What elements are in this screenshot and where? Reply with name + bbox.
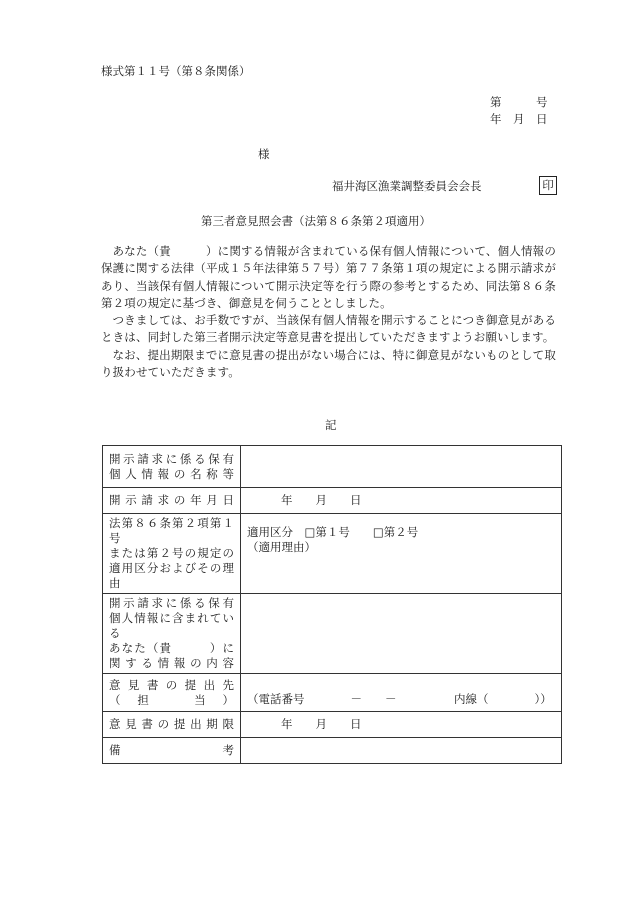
label-line: 適用区分およびその理由	[109, 561, 234, 590]
table-row	[103, 594, 562, 674]
label-line: 個人情報の名称等	[109, 466, 234, 481]
label-line: または第２号の規定の	[109, 546, 234, 560]
table-row	[103, 446, 562, 488]
label-request-date: 開示請求の年月日	[103, 488, 241, 514]
request-date-text: 年 月 日	[281, 493, 362, 507]
body-paragraph-3: なお、提出期限までに意見書の提出がない場合には、特に御意見がないものとして取り扱わせていただきます。	[101, 347, 556, 380]
table-row	[103, 738, 562, 764]
label-line: 開示請求に係る保有	[109, 451, 234, 466]
label-remarks: 備 考	[103, 738, 241, 764]
label-applicable-category	[103, 514, 241, 594]
label-line: 個人情報に含まれている	[109, 611, 234, 640]
value-info-content	[241, 594, 562, 674]
table-row	[103, 514, 562, 594]
label-line: 意見書の提出先	[109, 677, 234, 692]
category-options: 適用区分 □第１号 □第２号	[247, 525, 419, 539]
info-table	[102, 445, 562, 764]
table-row	[103, 712, 562, 738]
document-title: 第三者意見照会書（法第８６条第２項適用）	[201, 214, 431, 228]
document-date-line: 年 月 日	[490, 112, 548, 126]
phone-extension-text: （電話番号 － － 内線（ ））	[247, 692, 552, 706]
body-paragraph-1: あなた（貴 ）に関する情報が含まれている保有個人情報について、個人情報の保護に関する法律（平成１５年法律第５７号）第７７条第１項の規定による開示請求があり、当該保有個人情報について開示決定等を行う際の参考とするため、同法第８６条第２項の規定に基づき、御意見を伺うこととしました。	[101, 244, 556, 310]
label-info-content	[103, 594, 241, 674]
label-line: （ 担 当 ）	[109, 692, 234, 707]
value-remarks	[241, 738, 562, 764]
label-requested-info	[103, 446, 241, 488]
label-line: 関する情報の内容	[109, 656, 234, 670]
label-submission-deadline: 意見書の提出期限	[103, 712, 241, 738]
seal-stamp-box: 印	[539, 176, 557, 195]
body-text	[101, 243, 556, 381]
ki-heading: 記	[325, 418, 337, 432]
label-line: あなた（貴 ）に	[109, 641, 234, 655]
value-requested-info	[241, 446, 562, 488]
value-applicable-category	[241, 514, 562, 594]
sender-name: 福井海区漁業調整委員会会長	[332, 179, 482, 193]
label-line: 法第８６条第２項第１号	[109, 516, 234, 545]
value-request-date	[241, 488, 562, 514]
label-submission-contact	[103, 674, 241, 712]
document-number-line: 第 号	[490, 95, 548, 109]
value-submission-deadline	[241, 712, 562, 738]
table-row	[103, 488, 562, 514]
table-row	[103, 674, 562, 712]
value-submission-contact	[241, 674, 562, 712]
label-line: 開示請求に係る保有	[109, 596, 234, 610]
reason-label: （適用理由）	[247, 540, 316, 554]
form-number: 様式第１１号（第８条関係）	[101, 64, 251, 78]
body-paragraph-2: つきましては、お手数ですが、当該保有個人情報を開示することにつき御意見があるときは、同封した第三者開示決定等意見書を提出していただきますようお願いします。	[101, 313, 556, 345]
deadline-date-text: 年 月 日	[281, 717, 362, 731]
addressee: 様	[258, 147, 270, 161]
